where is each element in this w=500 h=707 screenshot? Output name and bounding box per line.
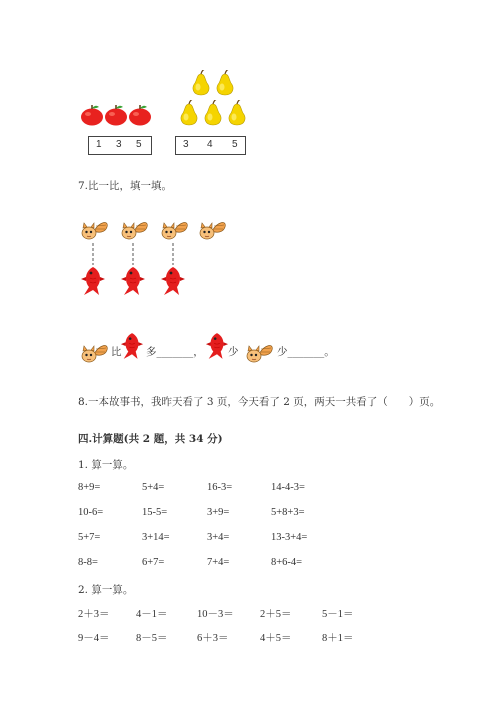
part1-title: 1. 算一算。 [78,459,134,471]
calc-item: 3+9= [207,507,230,518]
calc-item: 10-6= [78,507,104,518]
q7-bi-text: 比 [111,346,122,358]
q7-shao-blank[interactable]: 少_______。 [277,346,335,358]
choice-option[interactable]: 5 [232,139,238,150]
fish-icon [205,331,229,361]
fish-icon [120,265,146,297]
section-heading: 四.计算题(共 2 题，共 34 分) [78,433,223,445]
calc-item: 5－1＝ [322,609,354,620]
calc-item: 14-4-3= [271,482,305,493]
calc-item: 15-5= [142,507,168,518]
fish-icon [120,331,144,361]
calc-item: 5+8+3= [271,507,305,518]
calc-item: 8+9= [78,482,101,493]
q7-title: 7.比一比，填一填。 [78,180,173,192]
calc-item: 2＋5＝ [260,609,292,620]
calc-item: 2＋3＝ [78,609,110,620]
choice-option[interactable]: 3 [116,139,122,150]
q7-link-lines [0,0,500,300]
fish-icon [160,265,186,297]
calc-item: 3+4= [207,532,230,543]
q7-shao-text: 少 [228,346,239,358]
calc-item: 6+7= [142,557,165,568]
calc-item: 7+4= [207,557,230,568]
choice-option[interactable]: 1 [96,139,102,150]
calc-item: 16-3= [207,482,233,493]
calc-item: 8+6-4= [271,557,303,568]
choice-option[interactable]: 4 [207,139,213,150]
calc-item: 6＋3＝ [197,633,229,644]
part2-title: 2. 算一算。 [78,584,134,596]
calc-item: 4＋5＝ [260,633,292,644]
calc-item: 4－1＝ [136,609,168,620]
calc-item: 8－5＝ [136,633,168,644]
squirrel-icon [243,340,273,364]
q8-text: 8.一本故事书，我昨天看了 3 页，今天看了 2 页，两天一共看了（ ）页。 [78,396,441,408]
fish-icon [80,265,106,297]
calc-item: 9－4＝ [78,633,110,644]
calc-item: 8＋1＝ [322,633,354,644]
calc-item: 13-3+4= [271,532,308,543]
q7-duo-blank[interactable]: 多_______， [146,346,204,358]
calc-item: 10－3＝ [197,609,234,620]
calc-item: 3+14= [142,532,170,543]
calc-item: 8-8= [78,557,98,568]
calc-item: 5+4= [142,482,165,493]
choice-option[interactable]: 5 [136,139,142,150]
choice-option[interactable]: 3 [183,139,189,150]
calc-item: 5+7= [78,532,101,543]
squirrel-icon [78,340,108,364]
